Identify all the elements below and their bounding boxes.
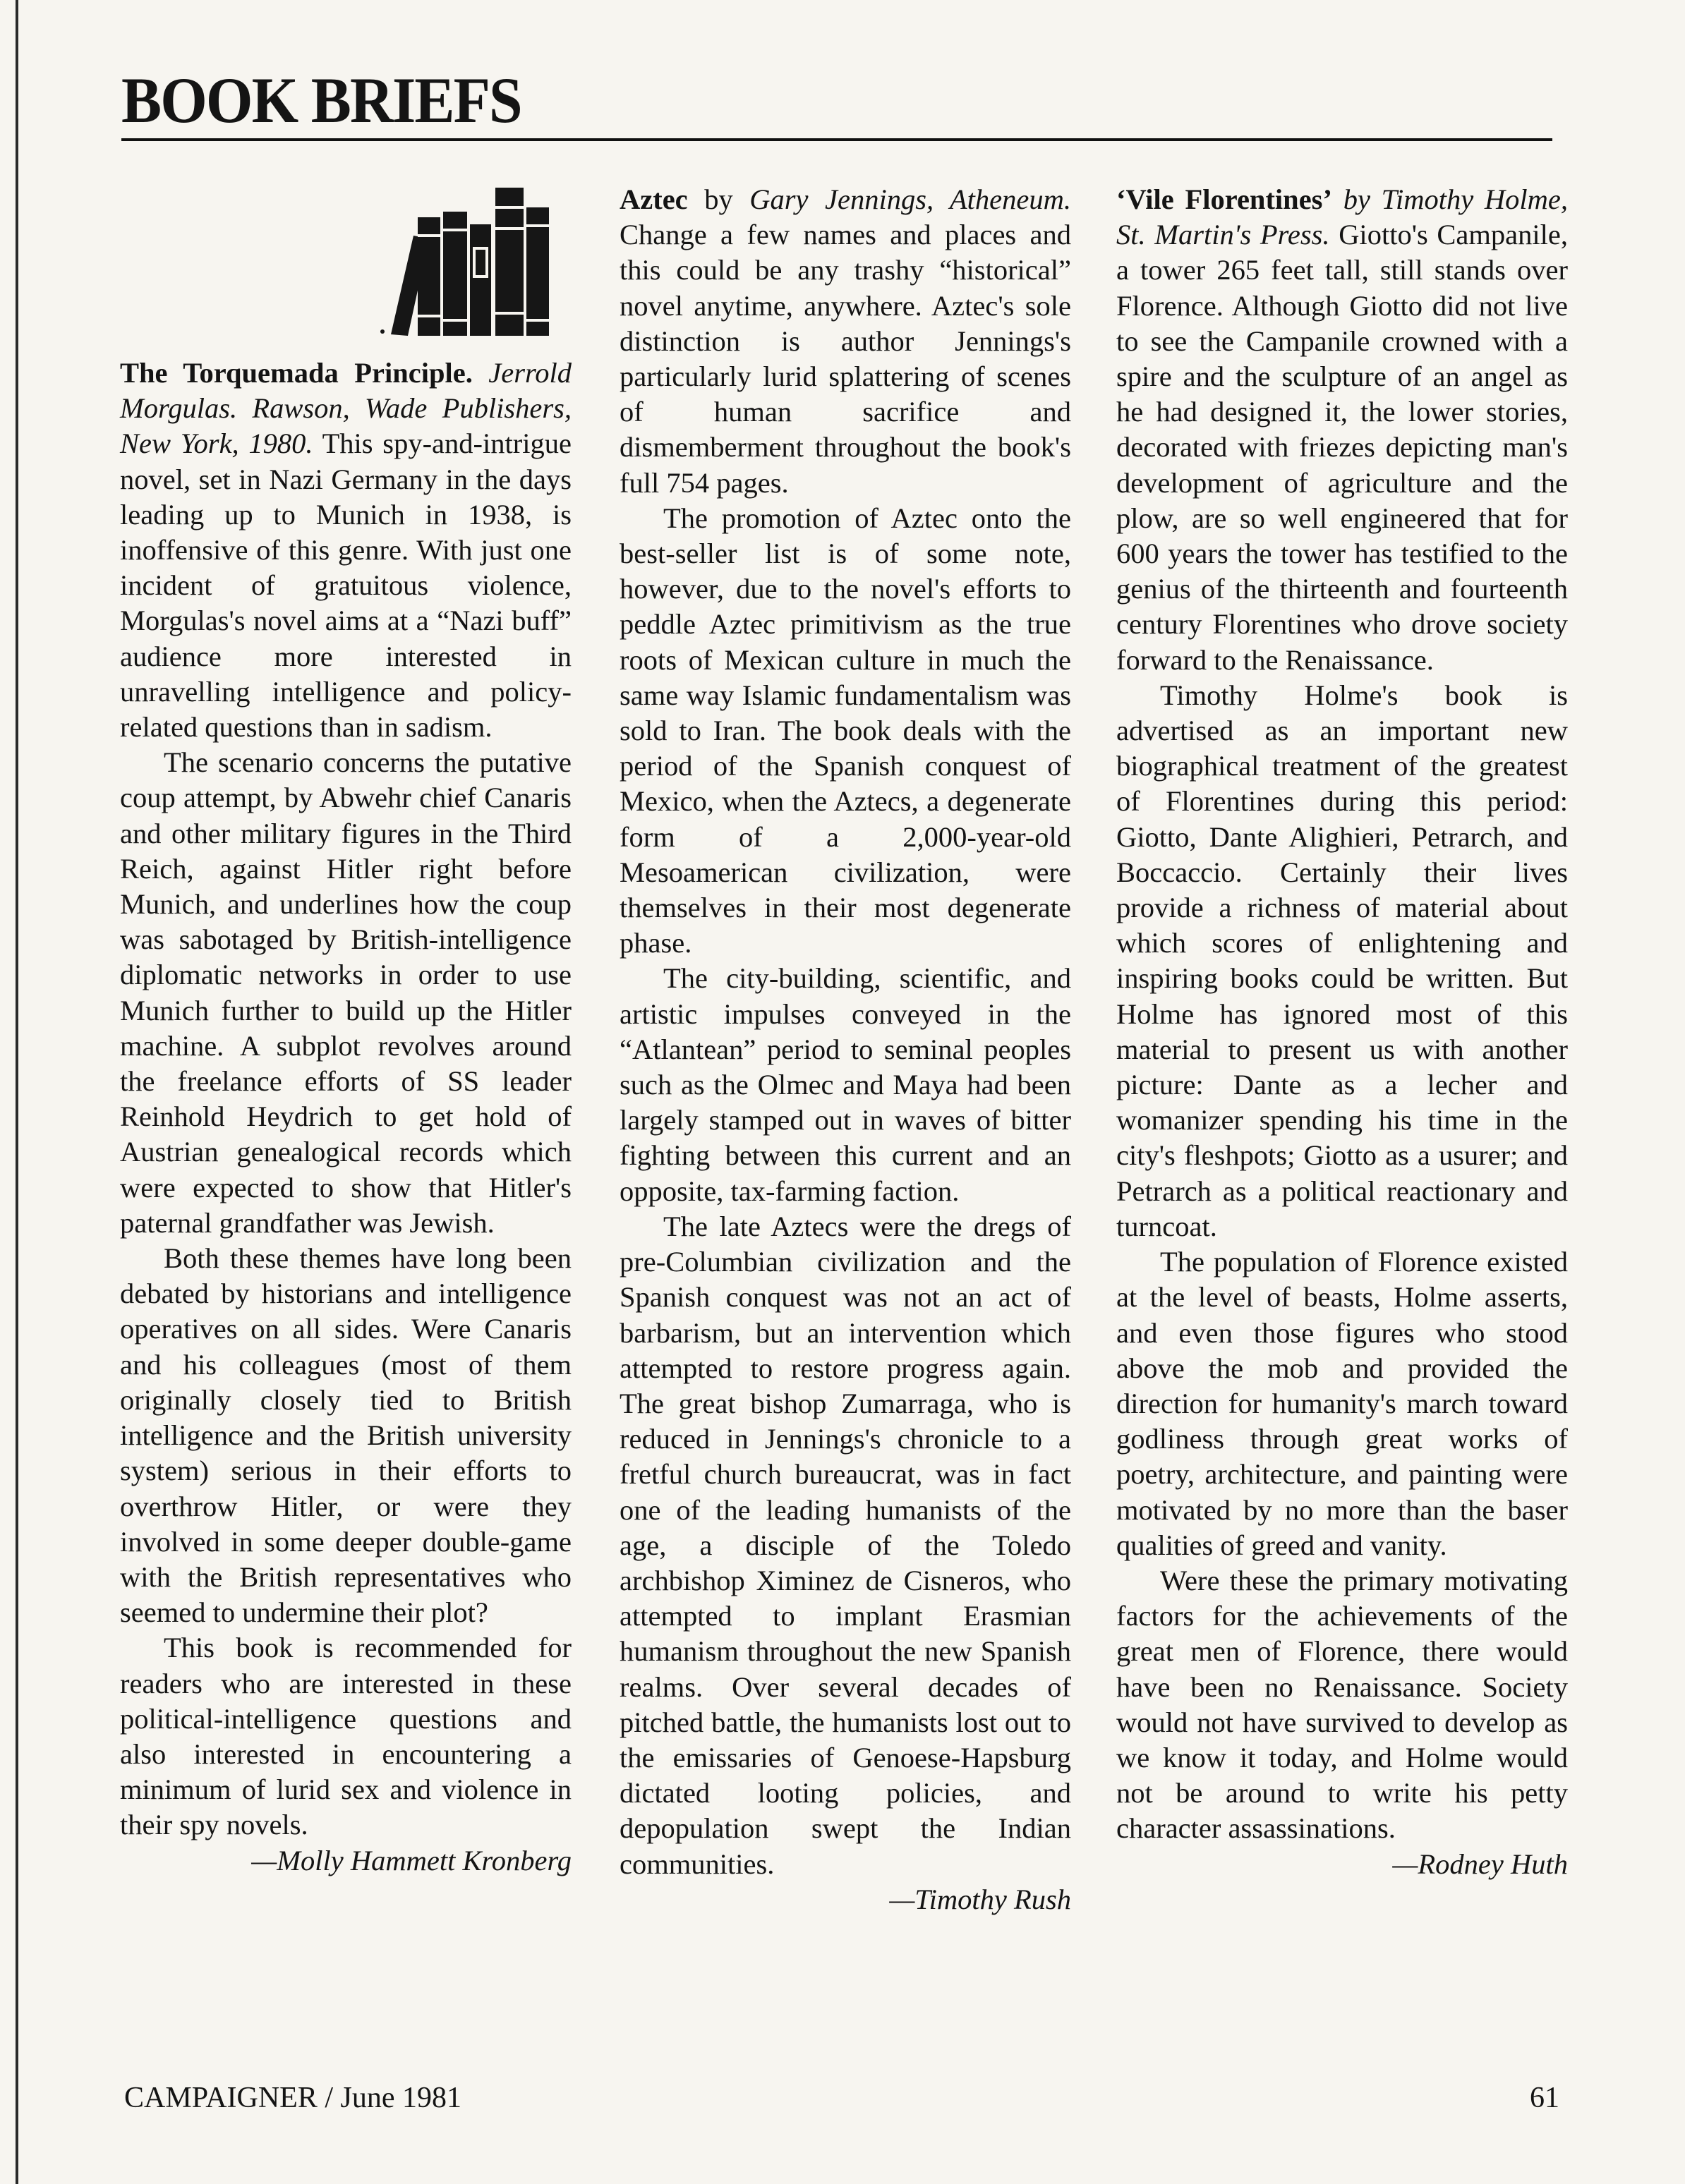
review-paragraph: Change a few names and places and this could be any trashy “historical” novel anytime, anywhere. Aztec's sole distinction is author Jennings's particularly lurid splattering of scenes of human sacrifice and dismemberment throughout the book's full 754 pages.: [620, 219, 1071, 499]
review-lead: [1116, 182, 1568, 678]
review-title: The Torquemada Principle.: [120, 357, 473, 389]
review-by: by: [687, 183, 750, 215]
page-number: 61: [1530, 2082, 1559, 2114]
review-paragraph: The scenario concerns the putative coup attempt, by Abwehr chief Canaris and other military figures in the Third Reich, against Hitler right before Munich, and underlines how the coup was sabotaged by British-intelligence diplomatic networks in order to use Munich further to build up the Hitler machine. A subplot revolves around the freelance efforts of SS leader Reinhold Heydrich to get hold of Austrian genealogical records which were expected to show that Hitler's paternal grandfather was Jewish.: [120, 746, 572, 1239]
review-column-1: [120, 182, 572, 1879]
title-rule: [121, 138, 1552, 141]
review-lead: [120, 356, 572, 745]
review-byline: —Molly Hammett Kronberg: [251, 1844, 572, 1876]
review-paragraph: Timothy Holme's book is advertised as an important new biographical treatment of the greatest of Florentines during this period: Giotto, Dante Alighieri, Petrarch, and Boccaccio. Certainly their lives provide a richness of material about which scores of enlightening and inspiring books could be written. But Holme has ignored most of this material to present us with another picture: Dante as a lecher and womanizer spending his time in the city's fleshpots; Giotto as a usurer; and Petrarch as a political reactionary and turncoat.: [1116, 679, 1568, 1242]
review-title: ‘Vile Florentines’: [1116, 183, 1332, 215]
review-paragraph: Giotto's Campanile, a tower 265 feet tall, still stands over Florence. Although Giotto did not live to see the Campanile crowned with a spire and the sculpture of an angel as he had designed it, the lower stories, decorated with friezes depicting man's development of agriculture and the plow, are so well engineered that for 600 years the tower has testified to the genius of the thirteenth and fourteenth century Florentines who drove society forward to the Renaissance.: [1116, 219, 1568, 676]
review-column-2: [620, 182, 1071, 1917]
review-paragraph: This spy-and-intrigue novel, set in Nazi Germany in the days leading up to Munich in 1938, is inoffensive of this genre. With just one incident of gratuitous violence, Morgulas's novel aims at a “Nazi buff” audience more interested in unravelling intelligence and policy-related questions than in sadism.: [120, 427, 572, 744]
review-byline: —Rodney Huth: [1392, 1848, 1568, 1880]
review-publication: Gary Jennings, Atheneum.: [749, 183, 1071, 215]
review-paragraph: The city-building, scientific, and artistic impulses conveyed in the “Atlantean” period to seminal peoples such as the Olmec and Maya had been largely stamped out in waves of bitter fighting between this current and an opposite, tax-farming faction.: [620, 962, 1071, 1207]
review-paragraph: The promotion of Aztec onto the best-seller list is of some note, however, due to the novel's efforts to peddle Aztec primitivism as the true roots of Mexican culture in much the same way Islamic fundamentalism was sold to Iran. The book deals with the period of the Spanish conquest of Mexico, when the Aztecs, a degenerate form of a 2,000-year-old Mesoamerican civilization, were themselves in their most degenerate phase.: [620, 502, 1071, 959]
section-title: BOOK BRIEFS: [121, 64, 521, 136]
review-publication: Jerrold Morgulas. Rawson, Wade Publishers, New York, 1980.: [120, 357, 572, 460]
review-publication: by Timothy Holme, St. Martin's Press.: [1116, 183, 1569, 251]
review-paragraph: The late Aztecs were the dregs of pre-Columbian civilization and the Spanish conquest was not an act of barbarism, but an intervention which attempted to restore progress again. The great bishop Zumarraga, who is reduced in Jennings's chronicle to a fretful church bureaucrat, was in fact one of the leading humanists of the age, a disciple of the Toledo archbishop Ximinez de Cisneros, who attempted to implant Erasmian humanism throughout the new Spanish realms. Over several decades of pitched battle, the humanists lost out to the emissaries of Genoese-Hapsburg dictated looting policies, and depopulation swept the Indian communities.: [620, 1210, 1071, 1880]
review-paragraph: Both these themes have long been debated by historians and intelligence operatives on all sides. Were Canaris and his colleagues (most of them originally closely tied to British intelligence and the British university system) serious in their efforts to overthrow Hitler, or were they involved in some deeper double-game with the British representatives who seemed to undermine their plot?: [120, 1242, 572, 1629]
review-paragraph: This book is recommended for readers who are interested in these political-intelligence questions and also interested in encountering a minimum of lurid sex and violence in their spy novels.: [120, 1632, 572, 1841]
review-column-3: [1116, 182, 1568, 1882]
books-icon: [377, 186, 553, 341]
review-paragraph: The population of Florence existed at the level of beasts, Holme asserts, and even those figures who stood above the mob and provided the direction for humanity's march toward godliness through great works of poetry, architecture, and painting were motivated by no more than the baser qualities of greed and vanity.: [1116, 1246, 1568, 1561]
page-edge: [16, 0, 18, 2184]
review-byline: —Timothy Rush: [889, 1883, 1071, 1915]
review-paragraph: Were these the primary motivating factors for the achievements of the great men of Florence, there would have been no Renaissance. Society would not have survived to develop as we know it today, and Holme would not be around to write his petty character assassinations.: [1116, 1564, 1568, 1845]
review-title: Aztec: [620, 183, 688, 215]
review-lead: [620, 182, 1071, 501]
books-illustration: [120, 182, 572, 346]
footer-publication: CAMPAIGNER / June 1981: [124, 2082, 461, 2114]
